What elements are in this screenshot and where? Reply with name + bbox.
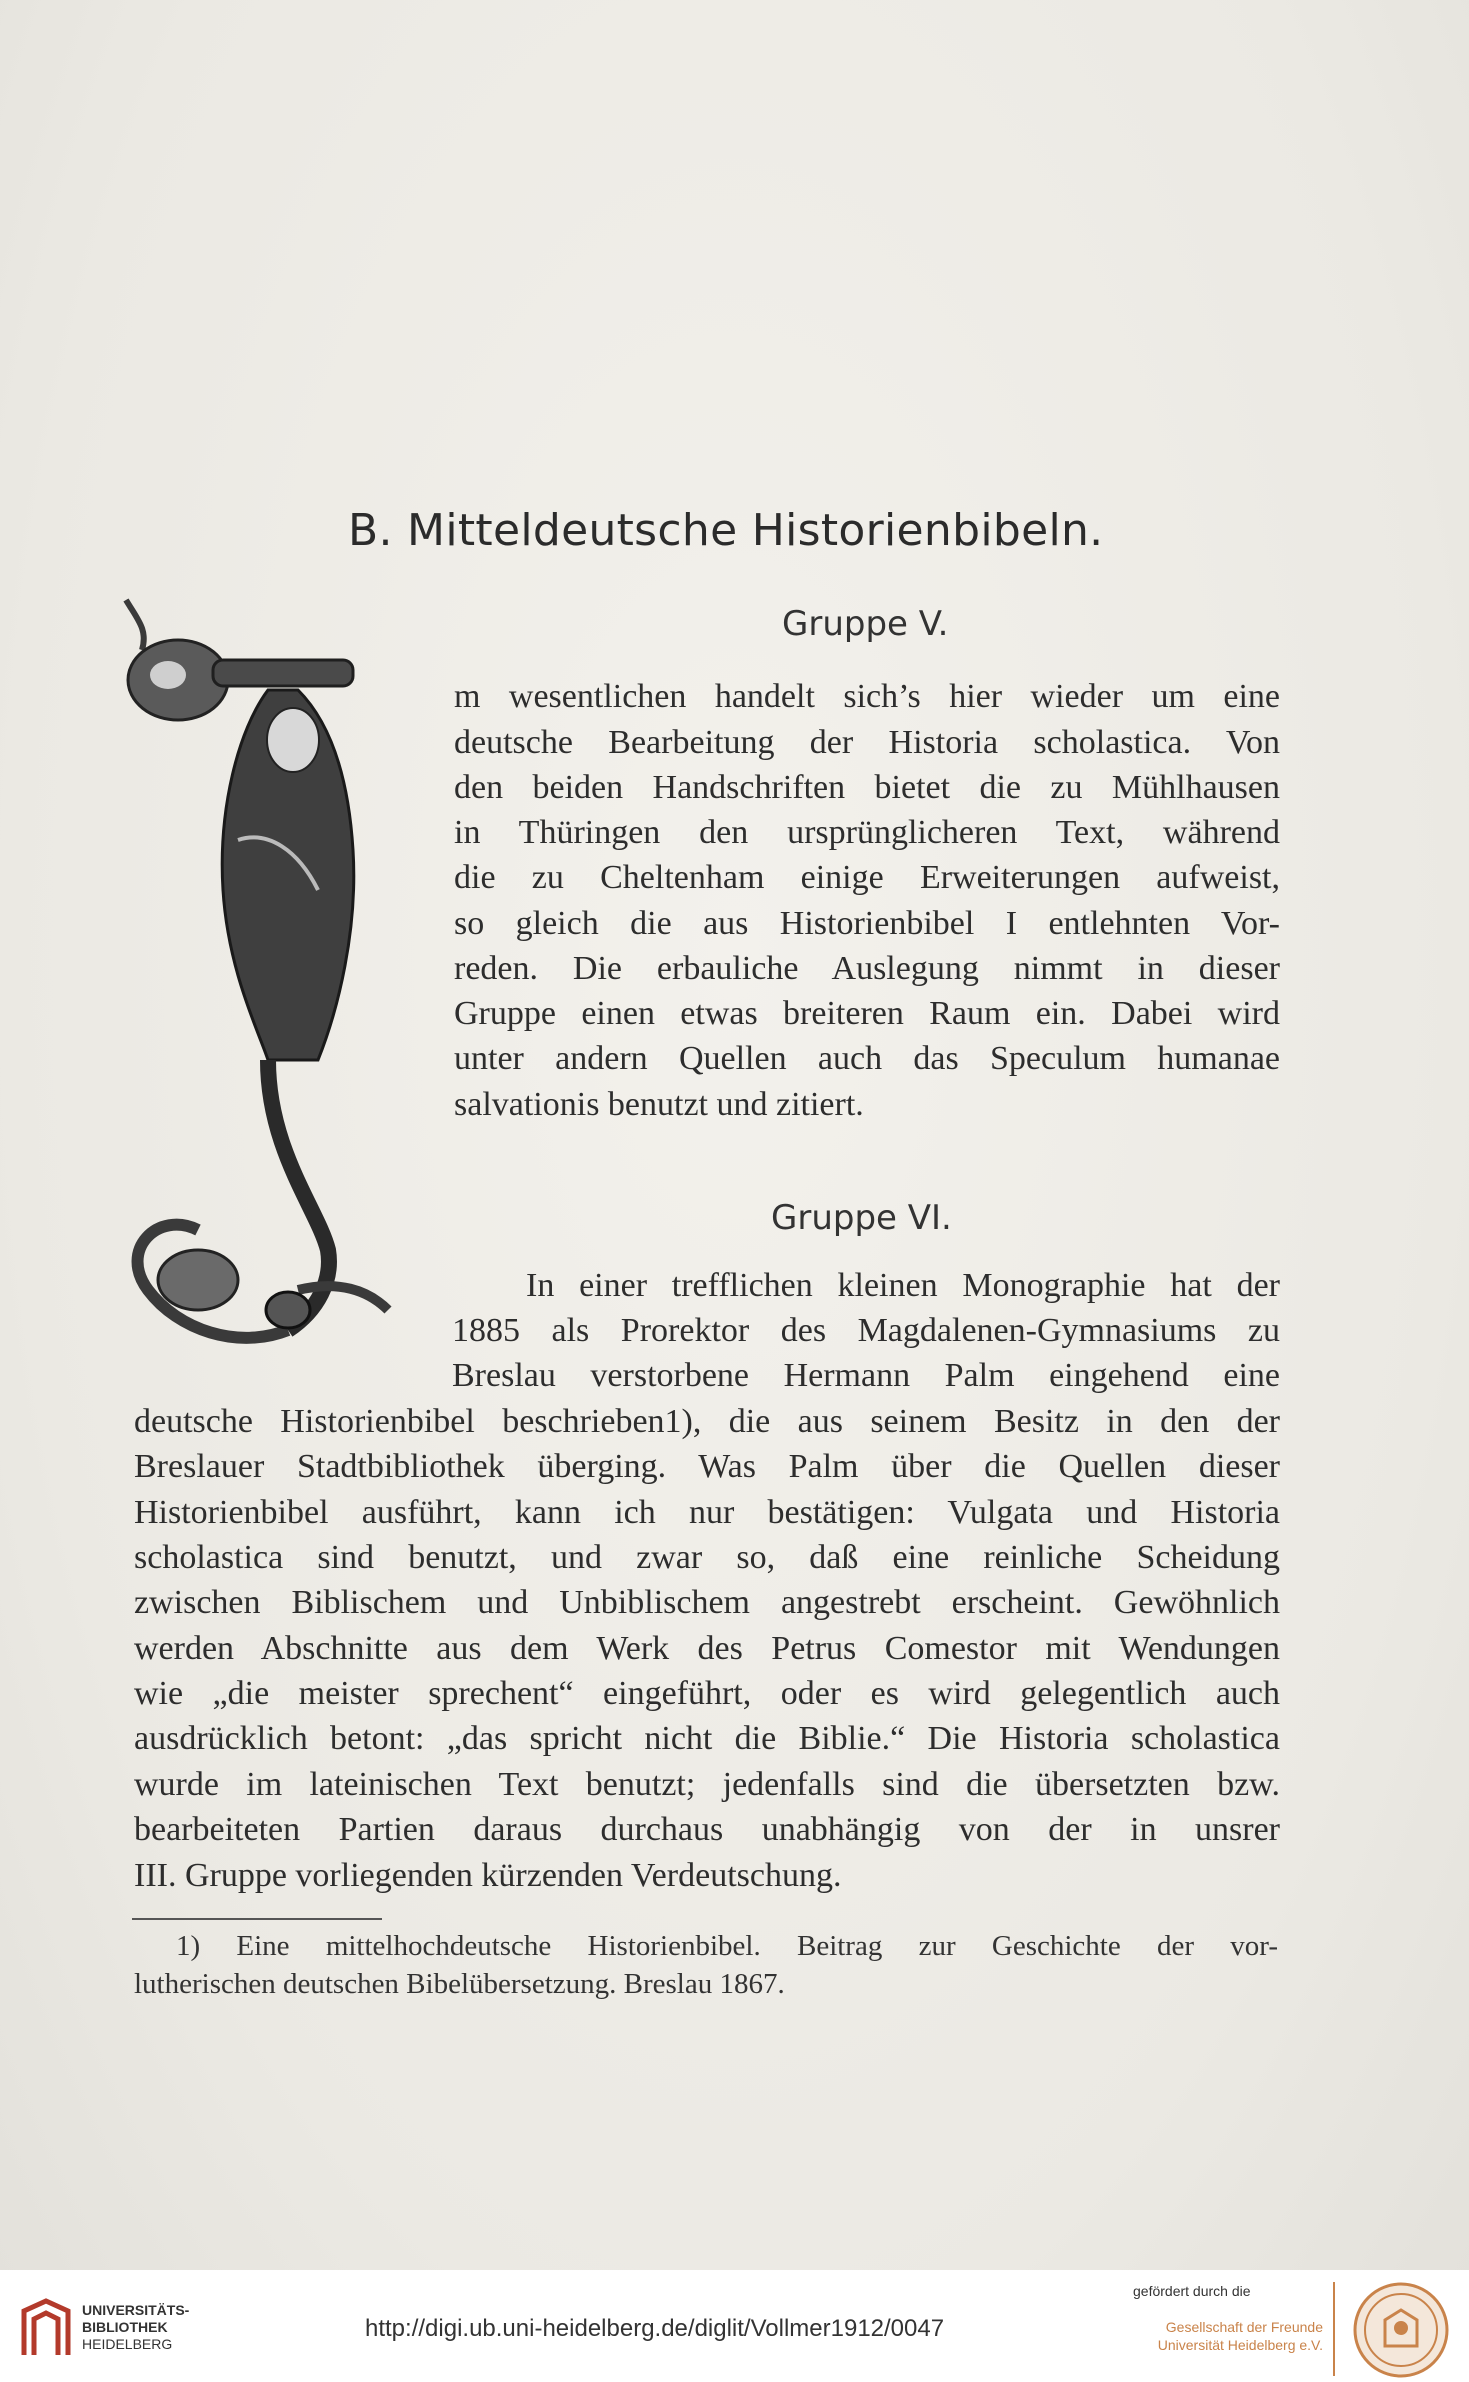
text-line: unter andern Quellen auch das Speculum humanae bbox=[454, 1040, 1280, 1077]
text-line: die zu Cheltenham einige Erweiterungen aufweist, bbox=[454, 859, 1280, 896]
text-line: In einer trefflichen kleinen Monographie hat der bbox=[526, 1267, 1280, 1304]
text-line: scholastica sind benutzt, und zwar so, daß eine reinliche Scheidung bbox=[134, 1539, 1280, 1576]
group-title-v: Gruppe V. bbox=[782, 604, 949, 644]
text-line: wie „die meister sprechent“ eingeführt, oder es wird gelegentlich auch bbox=[134, 1675, 1280, 1712]
library-name-line: HEIDELBERG bbox=[82, 2336, 173, 2352]
library-logo-icon bbox=[18, 2297, 74, 2359]
text-line: so gleich die aus Historienbibel I entlehnten Vor- bbox=[454, 905, 1280, 942]
text-line: Breslau verstorbene Hermann Palm eingehend eine bbox=[452, 1357, 1280, 1394]
text-line: bearbeiteten Partien daraus durchaus unabhängig von der in unsrer bbox=[134, 1811, 1280, 1848]
footnote-line: 1) Eine mittelhochdeutsche Historienbibel. Beitrag zur Geschichte der vor- bbox=[176, 1930, 1278, 1962]
text-line: zwischen Biblischem und Unbiblischem angestrebt erscheint. Gewöhnlich bbox=[134, 1584, 1280, 1621]
text-line: den beiden Handschriften bietet die zu Mühlhausen bbox=[454, 769, 1280, 806]
text-line: salvationis benutzt und zitiert. bbox=[454, 1086, 864, 1123]
library-name-line: UNIVERSITÄTS- bbox=[82, 2302, 190, 2318]
permalink-url[interactable]: http://digi.ub.uni-heidelberg.de/diglit/Vollmer1912/0047 bbox=[365, 2315, 945, 2342]
illuminated-initial-image bbox=[118, 590, 458, 1370]
text-line: III. Gruppe vorliegenden kürzenden Verdeutschung. bbox=[134, 1857, 842, 1894]
text-line: ausdrücklich betont: „das spricht nicht die Biblie.“ Die Historia scholastica bbox=[134, 1720, 1280, 1757]
group-title-vi: Gruppe VI. bbox=[771, 1198, 952, 1238]
text-line: m wesentlichen handelt sich’s hier wieder um eine bbox=[454, 678, 1280, 715]
text-line: 1885 als Prorektor des Magdalenen-Gymnasiums zu bbox=[452, 1312, 1280, 1349]
sponsor-name bbox=[1133, 2318, 1323, 2354]
text-line: Breslauer Stadtbibliothek überging. Was Palm über die Quellen dieser bbox=[134, 1448, 1280, 1485]
page-heading: B. Mitteldeutsche Historienbibeln. bbox=[348, 505, 1104, 556]
text-line: deutsche Bearbeitung der Historia scholastica. Von bbox=[454, 724, 1280, 761]
sponsor-name-line: Universität Heidelberg e.V. bbox=[1157, 2337, 1323, 2353]
text-line: reden. Die erbauliche Auslegung nimmt in dieser bbox=[454, 950, 1280, 987]
footnote-rule bbox=[132, 1918, 382, 1920]
sponsor-label: gefördert durch die bbox=[1133, 2283, 1251, 2299]
library-name bbox=[82, 2302, 189, 2353]
footnote-line: lutherischen deutschen Bibelübersetzung. Breslau 1867. bbox=[134, 1968, 785, 2000]
sponsor-name-line: Gesellschaft der Freunde bbox=[1165, 2319, 1323, 2335]
text-line: Gruppe einen etwas breiteren Raum ein. Dabei wird bbox=[454, 995, 1280, 1032]
text-line: wurde im lateinischen Text benutzt; jedenfalls sind die übersetzten bzw. bbox=[134, 1766, 1280, 1803]
university-seal-icon bbox=[1349, 2280, 1453, 2380]
text-line: in Thüringen den ursprünglicheren Text, während bbox=[454, 814, 1280, 851]
text-line: werden Abschnitte aus dem Werk des Petrus Comestor mit Wendungen bbox=[134, 1630, 1280, 1667]
sponsor-divider bbox=[1333, 2282, 1335, 2376]
text-line: Historienbibel ausführt, kann ich nur bestätigen: Vulgata und Historia bbox=[134, 1494, 1280, 1531]
library-name-line: BIBLIOTHEK bbox=[82, 2319, 168, 2335]
text-line: deutsche Historienbibel beschrieben1), die aus seinem Besitz in den der bbox=[134, 1403, 1280, 1440]
